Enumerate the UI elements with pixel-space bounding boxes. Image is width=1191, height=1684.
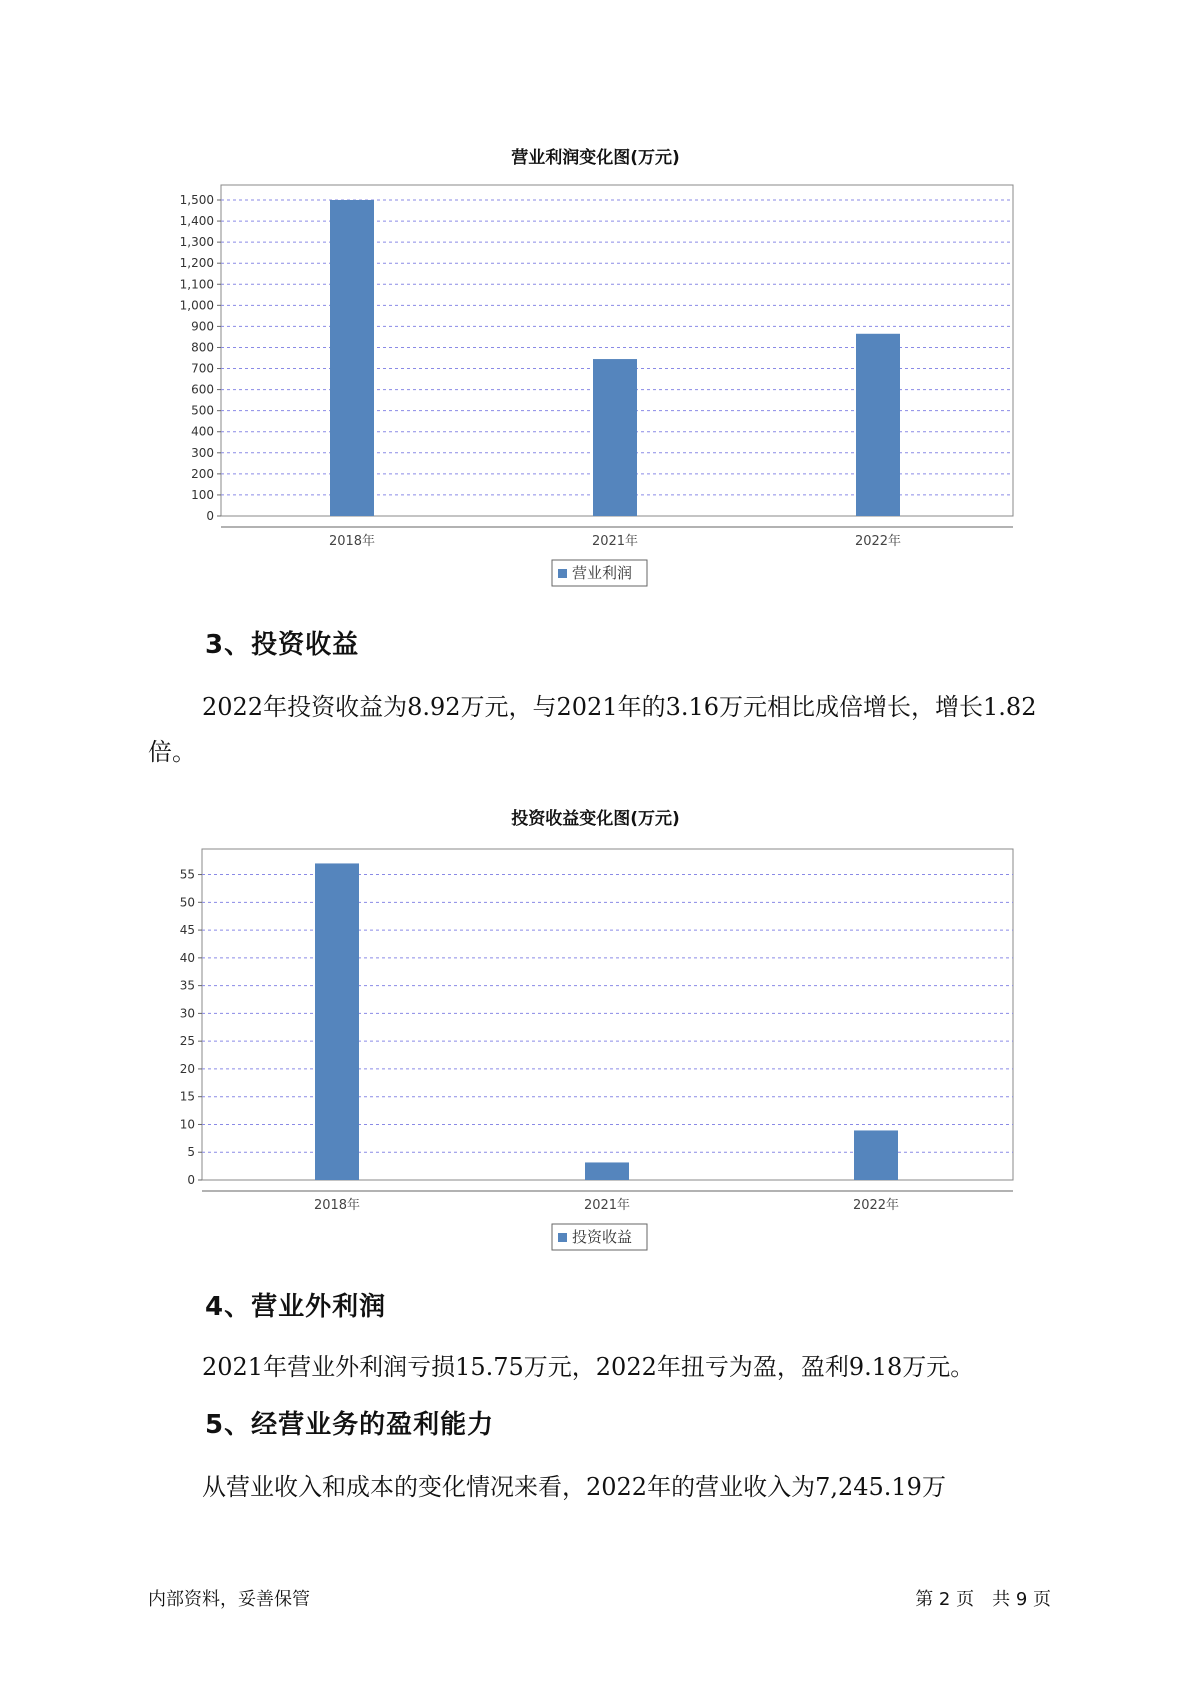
y-tick-label: 10 xyxy=(179,1117,195,1132)
x-tick-label: 2018年 xyxy=(313,1198,361,1213)
section-4-paragraph: 2021年营业外利润亏损15.75万元，2022年扭亏为盈，盈利9.18万元。 xyxy=(202,1353,975,1381)
y-tick-label: 1,300 xyxy=(179,235,214,250)
section-3-heading: 3、投资收益 xyxy=(205,630,360,660)
legend-swatch xyxy=(558,1233,567,1242)
section-4-heading: 4、营业外利润 xyxy=(205,1292,387,1322)
y-tick-label: 700 xyxy=(191,361,214,376)
y-tick-label: 5 xyxy=(187,1145,195,1160)
y-tick-label: 600 xyxy=(191,382,214,397)
y-tick-label: 25 xyxy=(179,1034,195,1049)
y-tick-label: 50 xyxy=(179,895,195,910)
footer-page-number: 第 2 页 共 9 页 xyxy=(915,1589,1051,1610)
x-tick-label: 2022年 xyxy=(852,1198,900,1213)
y-tick-label: 1,000 xyxy=(179,298,214,313)
y-tick-label: 55 xyxy=(179,867,195,882)
section-5-paragraph: 从营业收入和成本的变化情况来看，2022年的营业收入为7,245.19万 xyxy=(202,1473,946,1501)
y-tick-label: 1,100 xyxy=(179,277,214,292)
y-tick-label: 40 xyxy=(179,950,195,965)
y-tick-label: 500 xyxy=(191,403,214,418)
y-tick-label: 0 xyxy=(206,509,214,523)
bar-2021年 xyxy=(585,1162,629,1180)
y-tick-label: 800 xyxy=(191,340,214,355)
y-tick-label: 35 xyxy=(179,978,195,993)
section-5-heading: 5、经营业务的盈利能力 xyxy=(205,1410,495,1440)
y-tick-label: 200 xyxy=(191,466,214,481)
y-tick-label: 1,200 xyxy=(179,256,214,271)
y-tick-label: 1,400 xyxy=(179,214,214,229)
x-tick-label: 2021年 xyxy=(591,534,639,549)
bar-2022年 xyxy=(854,1130,898,1180)
y-tick-label: 15 xyxy=(179,1089,195,1104)
legend-label: 营业利润 xyxy=(572,564,633,582)
chart2-title: 投资收益变化图(万元) xyxy=(511,809,680,829)
y-tick-label: 300 xyxy=(191,445,214,460)
chart1-title: 营业利润变化图(万元) xyxy=(511,148,680,168)
footer-confidential-note: 内部资料，妥善保管 xyxy=(148,1589,310,1610)
y-tick-label: 30 xyxy=(179,1006,195,1021)
section-3-paragraph: 2022年投资收益为8.92万元，与2021年的3.16万元相比成倍增长，增长1.82倍。 xyxy=(148,693,1037,766)
y-tick-label: 0 xyxy=(187,1173,195,1187)
legend-label: 投资收益 xyxy=(572,1228,633,1246)
x-tick-label: 2021年 xyxy=(583,1198,631,1213)
y-tick-label: 45 xyxy=(179,923,195,938)
bar-2018年 xyxy=(315,863,359,1180)
x-tick-label: 2022年 xyxy=(854,534,902,549)
y-tick-label: 400 xyxy=(191,424,214,439)
y-tick-label: 900 xyxy=(191,319,214,334)
y-tick-label: 100 xyxy=(191,487,214,502)
x-tick-label: 2018年 xyxy=(328,534,376,549)
y-tick-label: 20 xyxy=(179,1061,195,1076)
y-tick-label: 1,500 xyxy=(179,193,214,207)
